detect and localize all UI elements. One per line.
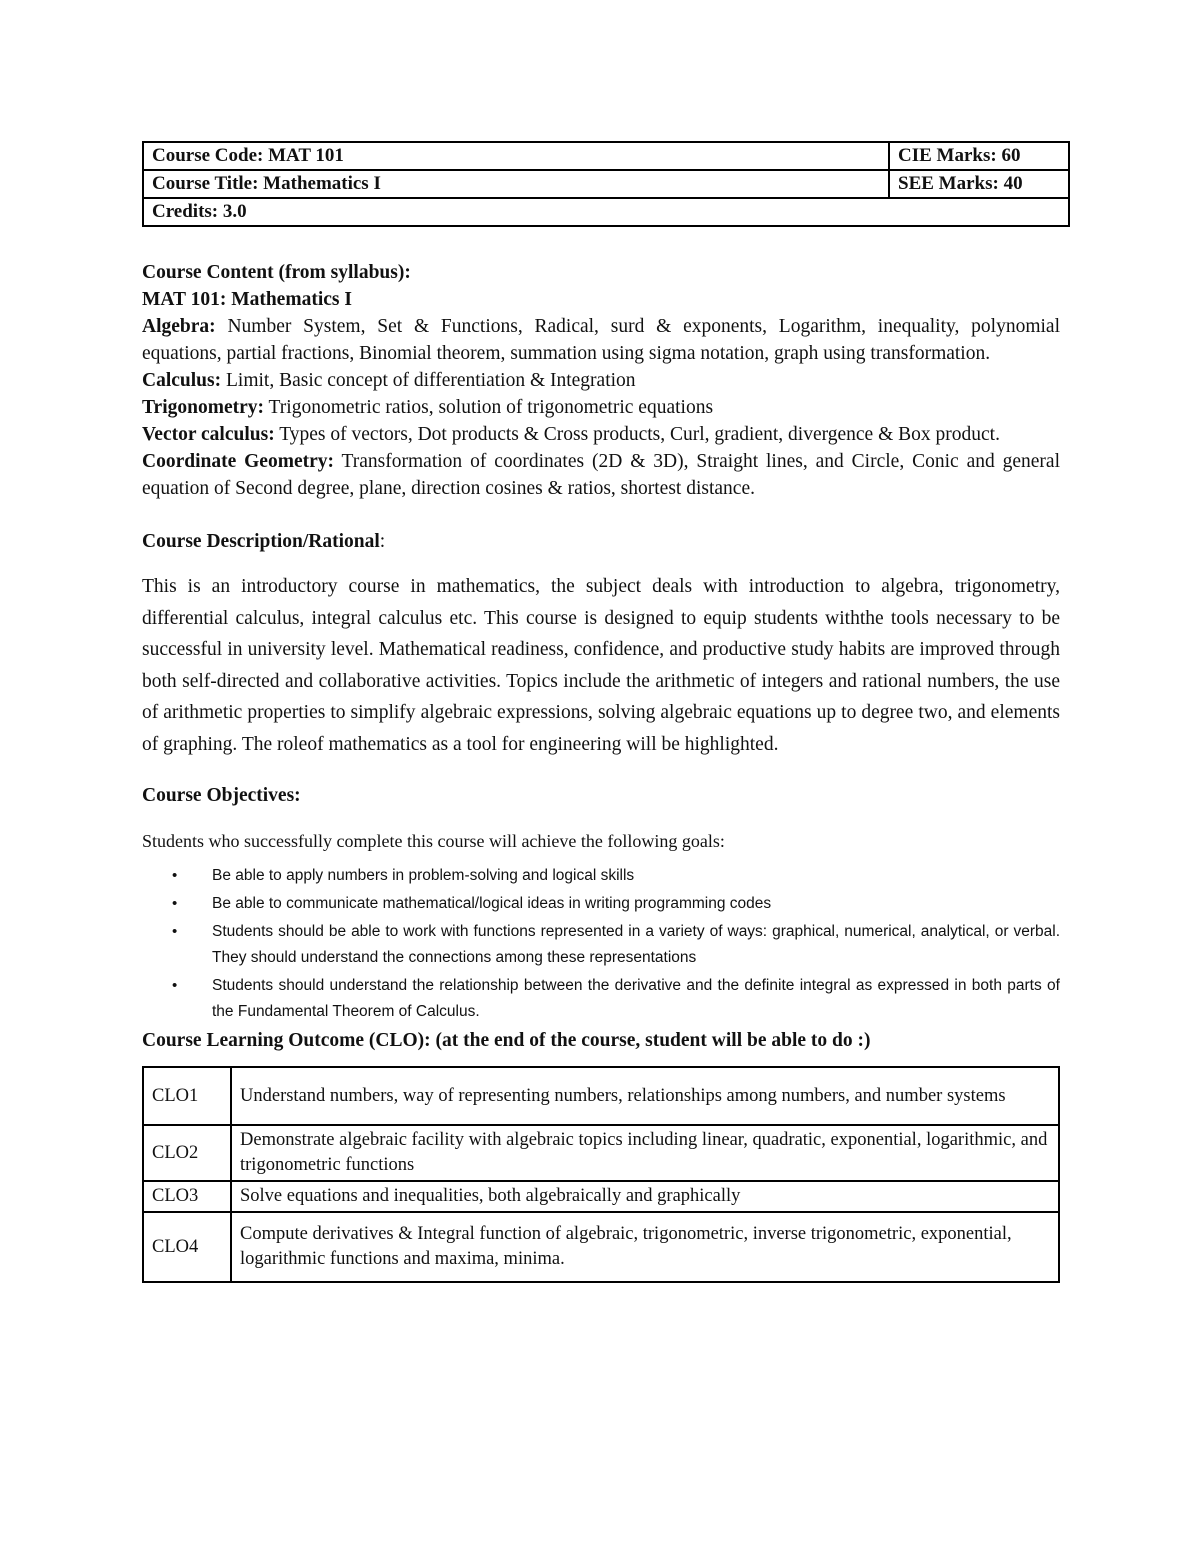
- table-row: [143, 198, 1069, 226]
- list-item-text: Students should be able to work with functions represented in a variety of ways: graphical, numerical, analytical, or verbal. They should understand the connections among these representations: [212, 923, 1060, 966]
- course-info-table: [142, 141, 1070, 227]
- topic-calculus: [142, 367, 1060, 394]
- list-item: [172, 973, 1060, 1025]
- bullet-icon: •: [172, 977, 178, 994]
- topic-label: Algebra:: [142, 316, 216, 337]
- credits: Credits: 3.0: [143, 198, 1069, 226]
- objectives-heading: Course Objectives:: [142, 785, 301, 806]
- list-item: [172, 919, 1060, 971]
- topic-text: Limit, Basic concept of differentiation & Integration: [221, 370, 636, 391]
- clo-id: CLO2: [143, 1125, 231, 1181]
- topic-label: Coordinate Geometry:: [142, 451, 335, 472]
- objectives-intro: Students who successfully complete this course will achieve the following goals:: [142, 831, 725, 851]
- course-title: Course Title: Mathematics I: [143, 170, 889, 198]
- list-item-text: Students should understand the relationship between the derivative and the definite integral as expressed in both parts of the Fundamental Theorem of Calculus.: [212, 977, 1060, 1020]
- bullet-icon: •: [172, 867, 178, 884]
- topic-text: Trigonometric ratios, solution of trigonometric equations: [264, 397, 714, 418]
- topic-vector-calculus: [142, 421, 1060, 448]
- topic-label: Trigonometry:: [142, 397, 265, 418]
- cie-marks: CIE Marks: 60: [889, 142, 1069, 170]
- description-text: This is an introductory course in mathematics, the subject deals with introduction to algebra, trigonometry, differential calculus, integral calculus etc. This course is designed to equip students withthe tools necessary to be successful in university level. Mathematical readiness, confidence, and productive study habits are improved through both self-directed and collaborative activities. Topics include the arithmetic of integers and rational numbers, the use of arithmetic properties to simplify algebraic expressions, solving algebraic equations up to degree two, and elements of graphing. The roleof mathematics as a tool for engineering will be highlighted.: [142, 576, 1060, 755]
- topic-label: Calculus:: [142, 370, 222, 391]
- topic-coordinate-geometry: [142, 448, 1060, 502]
- list-item: [172, 891, 1060, 917]
- course-content-subheading: MAT 101: Mathematics I: [142, 289, 352, 310]
- list-item-text: Be able to apply numbers in problem-solving and logical skills: [212, 867, 635, 884]
- clo-heading: Course Learning Outcome (CLO): (at the end of the course, student will be able to do :): [142, 1030, 871, 1051]
- document-page: [142, 141, 1060, 1283]
- topic-label: Vector calculus:: [142, 424, 275, 445]
- topic-text: Transformation of coordinates (2D & 3D), Straight lines, and Circle, Conic and general equation of Second degree, plane, direction cosines & ratios, shortest distance.: [142, 451, 1060, 499]
- table-row: [143, 1181, 1059, 1212]
- course-content-heading: Course Content (from syllabus):: [142, 262, 411, 283]
- table-row: [143, 1125, 1059, 1181]
- clo-id: CLO4: [143, 1212, 231, 1282]
- topic-text: Types of vectors, Dot products & Cross products, Curl, gradient, divergence & Box product.: [274, 424, 1000, 445]
- clo-text: Solve equations and inequalities, both algebraically and graphically: [231, 1181, 1059, 1212]
- clo-table: [142, 1066, 1060, 1283]
- topic-text: Number System, Set & Functions, Radical, surd & exponents, Logarithm, inequality, polynomial equations, partial fractions, Binomial theorem, summation using sigma notation, graph using transformation.: [142, 316, 1060, 364]
- description-heading: [142, 528, 1060, 555]
- objectives-list: [142, 863, 1060, 1025]
- clo-text: Demonstrate algebraic facility with algebraic topics including linear, quadratic, exponential, logarithmic, and trigonometric functions: [231, 1125, 1059, 1181]
- clo-text: Compute derivatives & Integral function of algebraic, trigonometric, inverse trigonometric, exponential, logarithmic functions and maxima, minima.: [231, 1212, 1059, 1282]
- course-code: Course Code: MAT 101: [143, 142, 889, 170]
- description-heading-colon: :: [379, 531, 386, 552]
- description-heading-text: Course Description/Rational: [142, 531, 380, 552]
- table-row: [143, 1212, 1059, 1282]
- clo-id: CLO3: [143, 1181, 231, 1212]
- bullet-icon: •: [172, 895, 178, 912]
- table-row: [143, 1067, 1059, 1125]
- bullet-icon: •: [172, 923, 178, 940]
- clo-text: Understand numbers, way of representing numbers, relationships among numbers, and number systems: [231, 1067, 1059, 1125]
- course-content: [142, 259, 1060, 502]
- topic-algebra: [142, 313, 1060, 367]
- table-row: [143, 170, 1069, 198]
- list-item: [172, 863, 1060, 889]
- clo-id: CLO1: [143, 1067, 231, 1125]
- table-row: [143, 142, 1069, 170]
- list-item-text: Be able to communicate mathematical/logical ideas in writing programming codes: [212, 895, 772, 912]
- see-marks: SEE Marks: 40: [889, 170, 1069, 198]
- topic-trigonometry: [142, 394, 1060, 421]
